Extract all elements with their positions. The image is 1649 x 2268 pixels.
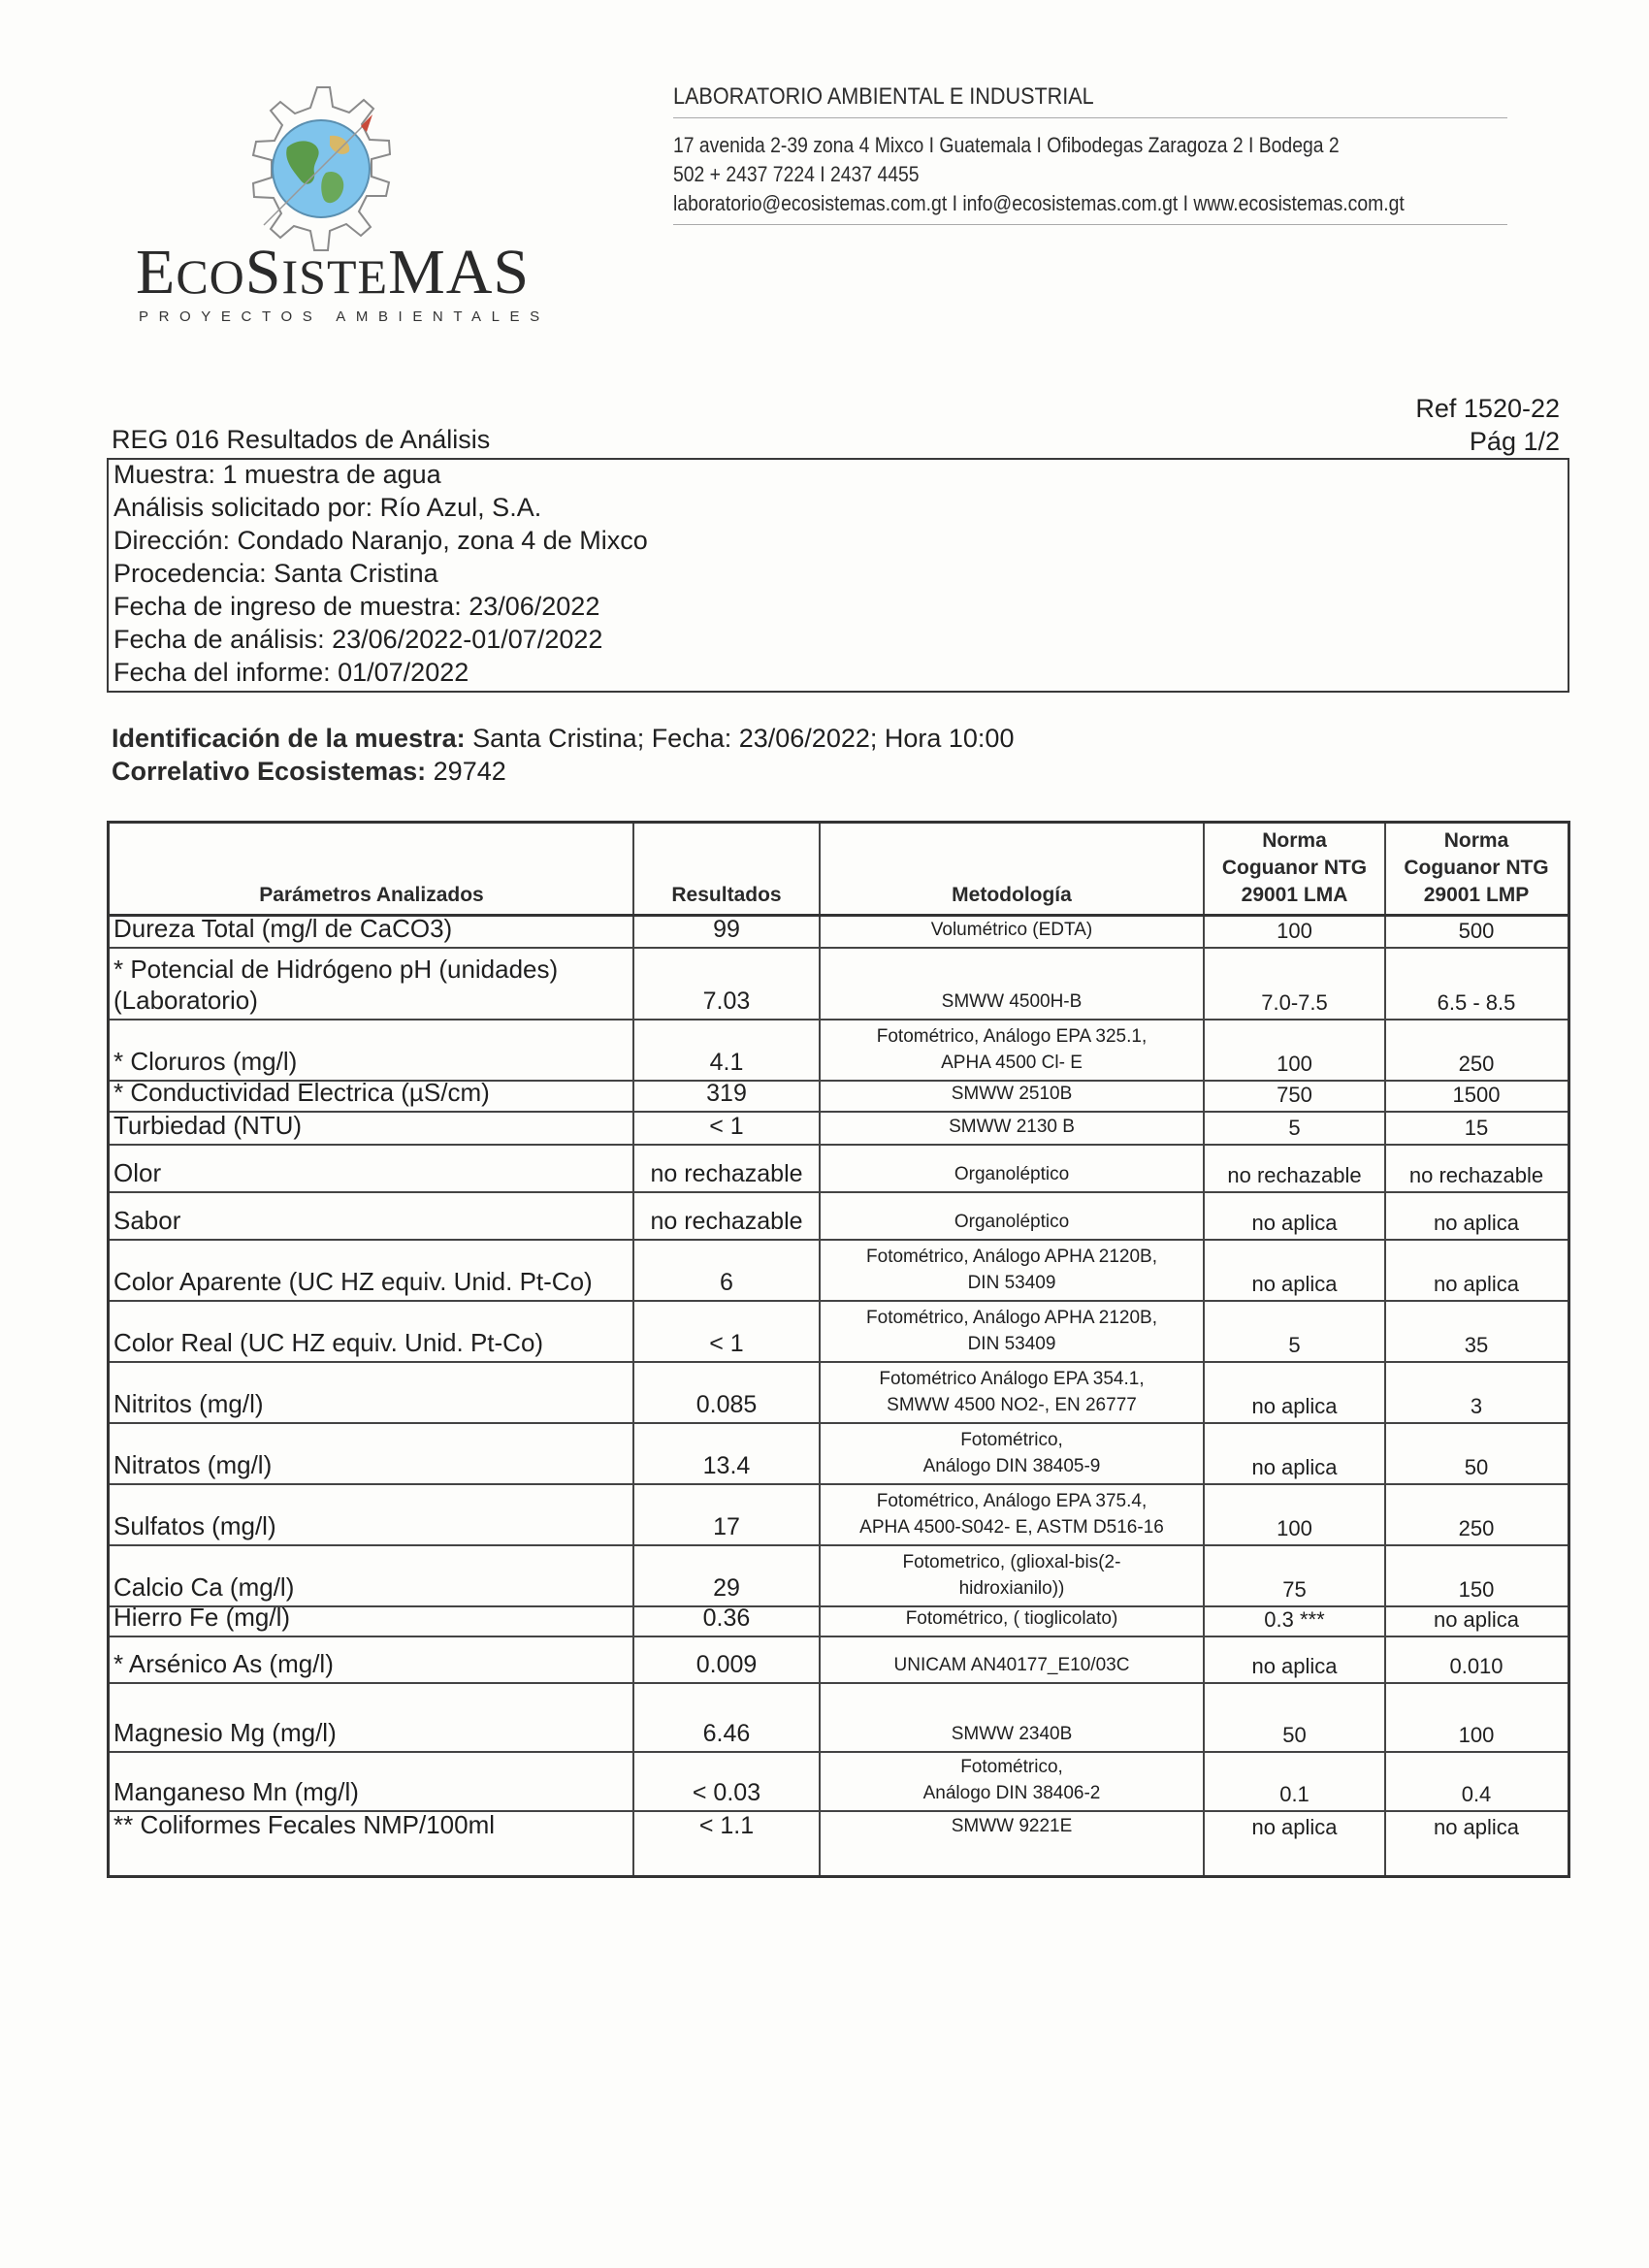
table-row [110, 1812, 1568, 1843]
cell-text-line: 100 [1277, 1052, 1312, 1076]
cell-param [110, 1753, 633, 1810]
cell-text-line: no aplica [1433, 1211, 1520, 1235]
cell-param [110, 1241, 633, 1300]
cell-param [110, 949, 633, 1019]
cell-lmp [1385, 1193, 1568, 1239]
cell-text-line: Olor [113, 1158, 162, 1187]
cell-method [820, 1113, 1204, 1144]
info-line: Dirección: Condado Naranjo, zona 4 de Mixco [113, 526, 648, 555]
cell-text-line: Color Real (UC HZ equiv. Unid. Pt-Co) [113, 1328, 544, 1357]
letterhead-divider [673, 224, 1507, 225]
info-line: Fecha de análisis: 23/06/2022-01/07/2022 [113, 625, 603, 654]
cell-text-line: Nitritos (mg/l) [113, 1389, 264, 1418]
cell-param [110, 1637, 633, 1682]
sample-identification: Identificación de la muestra: Santa Cristina; Fecha: 23/06/2022; Hora 10:00 [112, 724, 1015, 753]
cell-method [820, 1546, 1204, 1605]
cell-lma [1204, 1546, 1385, 1605]
header-norm-lma [1204, 824, 1385, 915]
cell-text-line: SMWW 2510B [951, 1084, 1073, 1104]
cell-lma [1204, 1146, 1385, 1191]
cell-text-line: ** Coliformes Fecales NMP/100ml [113, 1810, 496, 1839]
info-line: Muestra: 1 muestra de agua [113, 460, 441, 489]
cell-lma [1204, 1607, 1385, 1636]
cell-lma [1204, 1113, 1385, 1144]
cell-text-line: no aplica [1433, 1815, 1520, 1839]
cell-text-line: no aplica [1433, 1272, 1520, 1296]
cell-text-line: < 0.03 [692, 1779, 761, 1806]
cell-text-line: Resultados [671, 884, 782, 906]
table-row [110, 1546, 1568, 1605]
header-parameters [110, 824, 633, 915]
cell-lma [1204, 1485, 1385, 1544]
cell-method [820, 1302, 1204, 1361]
cell-text-line: 100 [1277, 919, 1312, 943]
cell-text-line: 1500 [1452, 1083, 1501, 1107]
table-row [110, 1603, 1568, 1636]
cell-text-line: 5 [1288, 1333, 1301, 1357]
cell-text-line: Nitratos (mg/l) [113, 1450, 273, 1479]
cell-text-line: Magnesio Mg (mg/l) [113, 1718, 337, 1747]
cell-param [110, 1146, 633, 1191]
cell-text-line: Sulfatos (mg/l) [113, 1511, 276, 1540]
table-row [110, 1193, 1568, 1239]
cell-result [633, 1604, 820, 1636]
cell-text-line: no aplica [1433, 1607, 1520, 1632]
cell-param [110, 1812, 633, 1843]
table-row [110, 1753, 1568, 1810]
cell-text-line: Norma [1262, 829, 1327, 852]
cell-result [633, 949, 820, 1019]
cell-text-line: 750 [1277, 1083, 1312, 1107]
cell-text-line: 0.4 [1461, 1782, 1492, 1806]
cell-lmp [1385, 1146, 1568, 1191]
cell-text-line: SMWW 4500 NO2-, EN 26777 [887, 1395, 1137, 1415]
cell-lma [1204, 1684, 1385, 1751]
cell-text-line: 100 [1277, 1516, 1312, 1540]
info-line: Procedencia: Santa Cristina [113, 559, 438, 588]
cell-lmp [1385, 949, 1568, 1019]
cell-text-line: APHA 4500-S042- E, ASTM D516-16 [859, 1517, 1164, 1538]
cell-param [110, 1078, 633, 1111]
cell-method [820, 1082, 1204, 1111]
cell-method [820, 949, 1204, 1019]
cell-lmp [1385, 1241, 1568, 1300]
cell-text-line: no rechazable [650, 1208, 803, 1235]
cell-result [633, 1193, 820, 1239]
cell-lmp [1385, 1812, 1568, 1843]
cell-result [633, 1082, 820, 1111]
cell-text-line: Manganeso Mn (mg/l) [113, 1777, 359, 1806]
cell-lmp [1385, 1424, 1568, 1483]
cell-param [110, 1424, 633, 1483]
table-row [110, 949, 1568, 1019]
cell-param [110, 1113, 633, 1144]
cell-text-line: no rechazable [1227, 1163, 1362, 1187]
cell-text-line: 0.085 [695, 1391, 758, 1418]
cell-lma [1204, 1082, 1385, 1111]
letterhead-divider [673, 117, 1507, 118]
cell-method [820, 1812, 1204, 1843]
brand-name: ECOSISTEMAS [136, 237, 531, 308]
cell-text-line: 75 [1282, 1577, 1307, 1602]
report-title: REG 016 Resultados de Análisis [112, 425, 491, 454]
table-row [110, 1113, 1568, 1144]
cell-text-line: < 1.1 [698, 1812, 755, 1839]
cell-text-line: Dureza Total (mg/l de CaCO3) [113, 914, 453, 943]
table-row [110, 1684, 1568, 1751]
table-row [110, 1424, 1568, 1483]
cell-text-line: 29 [713, 1574, 740, 1602]
cell-text-line: 0.36 [702, 1604, 751, 1632]
cell-text-line: Fotométrico, [960, 1757, 1063, 1777]
cell-text-line: 0.3 *** [1264, 1607, 1325, 1632]
cell-result [633, 1637, 820, 1682]
cell-text-line: Organoléptico [954, 1164, 1070, 1184]
info-line: Análisis solicitado por: Río Azul, S.A. [113, 493, 542, 522]
lab-phones: 502 + 2437 7224 I 2437 4455 [673, 162, 920, 186]
cell-result [633, 1546, 820, 1605]
cell-text-line: Fotométrico, [960, 1430, 1063, 1450]
cell-text-line: 100 [1458, 1723, 1495, 1747]
brand-tagline: PROYECTOS AMBIENTALES [139, 308, 550, 325]
sample-info-box [107, 458, 1569, 693]
table-row [110, 1363, 1568, 1422]
cell-result [633, 1424, 820, 1483]
cell-method [820, 917, 1204, 947]
table-row [110, 1485, 1568, 1544]
cell-text-line: 29001 LMA [1241, 884, 1348, 906]
cell-param [110, 1603, 633, 1636]
cell-text-line: Volumétrico (EDTA) [930, 920, 1093, 940]
info-line: Fecha de ingreso de muestra: 23/06/2022 [113, 592, 600, 621]
cell-param [110, 1021, 633, 1080]
cell-text-line: 50 [1282, 1723, 1307, 1747]
cell-text-line: Norma [1443, 829, 1509, 852]
cell-lmp [1385, 1021, 1568, 1080]
table-row [110, 1078, 1568, 1111]
cell-text-line: Coguanor NTG [1221, 857, 1368, 879]
cell-method [820, 1753, 1204, 1810]
cell-text-line: no aplica [1251, 1455, 1338, 1479]
cell-lma [1204, 1363, 1385, 1422]
cell-text-line: < 1 [709, 1113, 744, 1140]
cell-text-line: 0.009 [695, 1651, 758, 1678]
cell-lmp [1385, 1302, 1568, 1361]
cell-lma [1204, 917, 1385, 947]
lab-name: LABORATORIO AMBIENTAL E INDUSTRIAL [673, 83, 1094, 110]
cell-text-line: no aplica [1251, 1211, 1338, 1235]
cell-text-line: Parámetros Analizados [259, 884, 484, 906]
cell-lma [1204, 1424, 1385, 1483]
cell-lmp [1385, 917, 1568, 947]
cell-param [110, 1363, 633, 1422]
results-table [107, 821, 1570, 1878]
cell-text-line: UNICAM AN40177_E10/03C [893, 1655, 1130, 1675]
header-norm-lmp [1385, 824, 1568, 915]
cell-lmp [1385, 1485, 1568, 1544]
cell-lmp [1385, 1607, 1568, 1636]
cell-text-line: 250 [1458, 1052, 1495, 1076]
cell-text-line: no aplica [1251, 1815, 1338, 1839]
cell-text-line: (Laboratorio) [113, 986, 258, 1015]
cell-lmp [1385, 1637, 1568, 1682]
cell-text-line: Fotométrico Análogo EPA 354.1, [879, 1369, 1145, 1389]
cell-text-line: 99 [713, 916, 740, 943]
cell-result [633, 1684, 820, 1751]
cell-text-line: no aplica [1251, 1394, 1338, 1418]
cell-param [110, 1302, 633, 1361]
cell-text-line: hidroxianilo)) [958, 1578, 1065, 1599]
lab-emails: laboratorio@ecosistemas.com.gt I info@ecosistemas.com.gt I www.ecosistemas.com.gt [673, 191, 1405, 215]
cell-text-line: 6.5 - 8.5 [1437, 990, 1516, 1015]
cell-lma [1204, 1302, 1385, 1361]
cell-text-line: Sabor [113, 1206, 181, 1235]
cell-result [633, 1302, 820, 1361]
cell-text-line: Análogo DIN 38405-9 [922, 1456, 1101, 1476]
cell-method [820, 1146, 1204, 1191]
cell-text-line: no rechazable [650, 1160, 803, 1187]
cell-text-line: 17 [713, 1513, 740, 1540]
cell-method [820, 1193, 1204, 1239]
cell-result [633, 1241, 820, 1300]
cell-text-line: * Arsénico As (mg/l) [113, 1649, 334, 1678]
cell-text-line: no aplica [1251, 1272, 1338, 1296]
cell-lmp [1385, 1113, 1568, 1144]
cell-text-line: 50 [1464, 1455, 1489, 1479]
cell-param [110, 1485, 633, 1544]
header-methodology [820, 824, 1204, 915]
cell-text-line: 250 [1458, 1516, 1495, 1540]
cell-method [820, 1363, 1204, 1422]
cell-lma [1204, 1753, 1385, 1810]
cell-text-line: no aplica [1251, 1654, 1338, 1678]
cell-text-line: 29001 LMP [1423, 884, 1530, 906]
cell-text-line: 0.010 [1449, 1654, 1504, 1678]
cell-text-line: Metodología [952, 884, 1072, 906]
table-row [110, 1637, 1568, 1682]
cell-text-line: * Potencial de Hidrógeno pH (unidades) [113, 955, 559, 984]
cell-param [110, 1546, 633, 1605]
cell-text-line: * Cloruros (mg/l) [113, 1047, 298, 1076]
cell-param [110, 914, 633, 947]
cell-text-line: 5 [1288, 1116, 1301, 1140]
page-number: Pág 1/2 [1469, 427, 1560, 456]
cell-text-line: < 1 [709, 1330, 744, 1357]
cell-text-line: SMWW 2340B [951, 1724, 1073, 1744]
table-row [110, 914, 1568, 947]
header-results [633, 824, 820, 915]
cell-text-line: Fotométrico, Análogo EPA 325.1, [876, 1026, 1148, 1047]
cell-lma [1204, 1021, 1385, 1080]
cell-param [110, 1193, 633, 1239]
cell-text-line: 13.4 [702, 1452, 751, 1479]
cell-method [820, 1241, 1204, 1300]
cell-text-line: Fotométrico, Análogo APHA 2120B, [866, 1308, 1157, 1328]
cell-text-line: 4.1 [709, 1049, 744, 1076]
table-row [110, 1021, 1568, 1080]
cell-text-line: Fotométrico, Análogo EPA 375.4, [876, 1491, 1148, 1511]
cell-text-line: Fotométrico, ( tioglicolato) [905, 1608, 1118, 1629]
cell-text-line: Turbiedad (NTU) [113, 1111, 303, 1140]
cell-method [820, 1424, 1204, 1483]
cell-text-line: SMWW 2130 B [949, 1117, 1075, 1137]
cell-result [633, 1363, 820, 1422]
table-row [110, 1302, 1568, 1361]
cell-lmp [1385, 1082, 1568, 1111]
cell-text-line: Color Aparente (UC HZ equiv. Unid. Pt-Co) [113, 1267, 593, 1296]
cell-text-line: 150 [1458, 1577, 1495, 1602]
cell-lmp [1385, 1546, 1568, 1605]
cell-text-line: APHA 4500 Cl- E [941, 1053, 1083, 1073]
cell-text-line: Coguanor NTG [1404, 857, 1549, 879]
cell-text-line: 7.0-7.5 [1261, 990, 1328, 1015]
cell-text-line: 3 [1470, 1394, 1483, 1418]
cell-text-line: SMWW 9221E [951, 1816, 1073, 1836]
cell-text-line: Fotometrico, (glioxal-bis(2- [902, 1552, 1121, 1572]
cell-text-line: 6.46 [702, 1720, 751, 1747]
cell-method [820, 1485, 1204, 1544]
correlative-number: Correlativo Ecosistemas: 29742 [112, 757, 506, 786]
cell-result [633, 1485, 820, 1544]
cell-text-line: DIN 53409 [967, 1273, 1056, 1293]
cell-text-line: 6 [720, 1269, 733, 1296]
cell-text-line: 500 [1458, 919, 1495, 943]
cell-lmp [1385, 1753, 1568, 1810]
cell-text-line: 15 [1464, 1116, 1489, 1140]
cell-text-line: 0.1 [1279, 1782, 1310, 1806]
cell-result [633, 917, 820, 947]
cell-text-line: Organoléptico [954, 1212, 1070, 1232]
cell-text-line: * Conductividad Electrica (µS/cm) [113, 1078, 490, 1107]
cell-lma [1204, 949, 1385, 1019]
table-row [110, 1241, 1568, 1300]
cell-result [633, 1753, 820, 1810]
cell-method [820, 1637, 1204, 1682]
cell-lmp [1385, 1684, 1568, 1751]
reference-number: Ref 1520-22 [1415, 394, 1560, 423]
cell-method [820, 1021, 1204, 1080]
cell-text-line: no rechazable [1408, 1163, 1544, 1187]
cell-lma [1204, 1812, 1385, 1843]
cell-method [820, 1607, 1204, 1636]
cell-result [633, 1113, 820, 1144]
cell-method [820, 1684, 1204, 1751]
cell-text-line: 7.03 [702, 988, 751, 1015]
cell-text-line: SMWW 4500H-B [941, 991, 1083, 1012]
cell-text-line: 319 [706, 1080, 747, 1107]
cell-text-line: 35 [1464, 1333, 1489, 1357]
cell-lma [1204, 1241, 1385, 1300]
cell-lma [1204, 1193, 1385, 1239]
cell-text-line: Hierro Fe (mg/l) [113, 1603, 291, 1632]
cell-lmp [1385, 1363, 1568, 1422]
cell-result [633, 1812, 820, 1843]
cell-result [633, 1021, 820, 1080]
cell-result [633, 1146, 820, 1191]
cell-text-line: Fotométrico, Análogo APHA 2120B, [866, 1247, 1157, 1267]
lab-address: 17 avenida 2-39 zona 4 Mixco I Guatemala I Ofibodegas Zaragoza 2 I Bodega 2 [673, 133, 1340, 157]
table-row [110, 1146, 1568, 1191]
cell-text-line: DIN 53409 [967, 1334, 1056, 1354]
cell-text-line: Análogo DIN 38406-2 [922, 1783, 1101, 1803]
cell-text-line: Calcio Ca (mg/l) [113, 1572, 295, 1602]
cell-lma [1204, 1637, 1385, 1682]
cell-param [110, 1684, 633, 1751]
info-line: Fecha del informe: 01/07/2022 [113, 658, 469, 687]
